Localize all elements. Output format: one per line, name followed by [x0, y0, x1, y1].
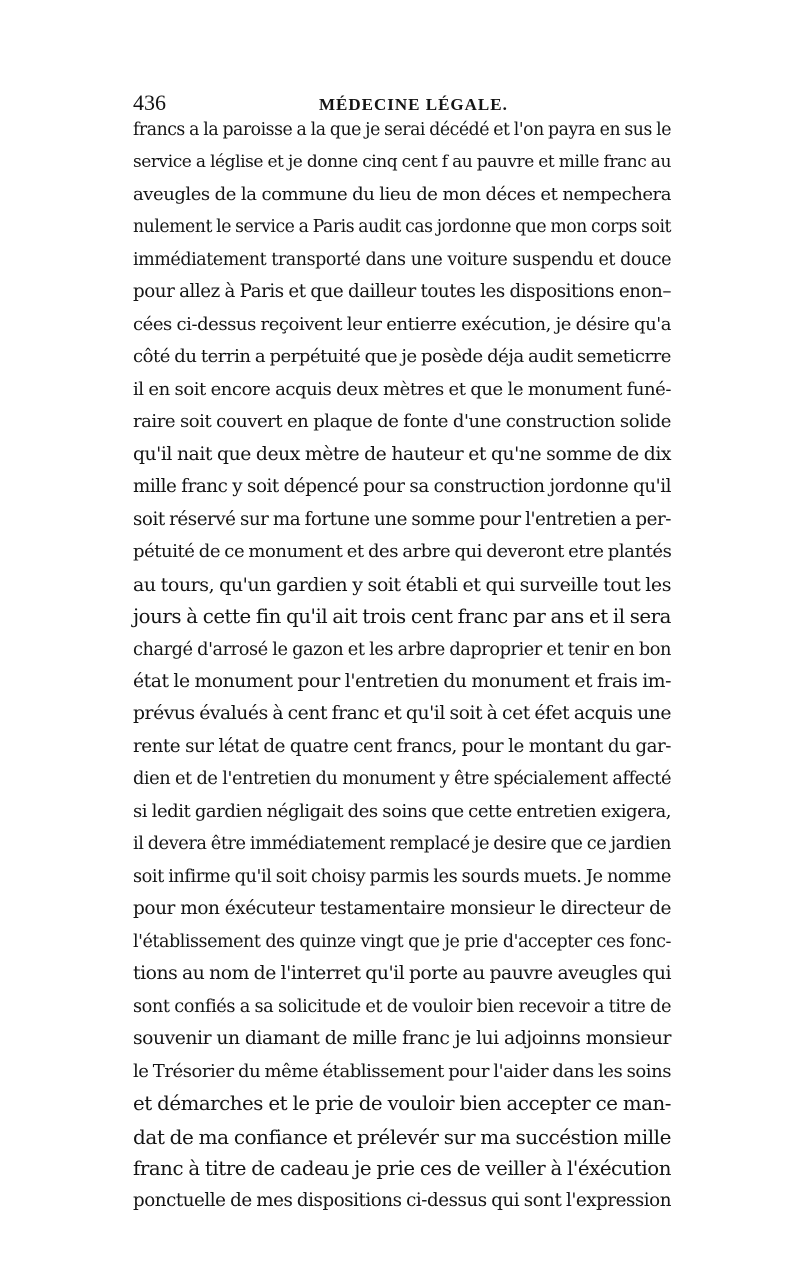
text-line: et démarches et le prie de vouloir bien accepter ce man- — [133, 1092, 671, 1116]
text-line: dat de ma confiance et prélevér sur ma succéstion mille — [133, 1124, 671, 1149]
text-line: il en soit encore acquis deux mètres et que le monument funé- — [133, 378, 671, 400]
text-line: qu'il nait que deux mètre de hauteur et qu'ne somme de dix — [133, 443, 671, 465]
text-line: nulement le service a Paris audit cas jordonne que mon corps soit — [133, 217, 671, 238]
text-line: immédiatement transporté dans une voiture suspendu et douce — [133, 249, 671, 270]
text-line: côté du terrin a perpétuité que je posède déja audit semeticrre — [133, 346, 671, 368]
text-line: aveugles de la commune du lieu de mon déces et nempechera — [133, 183, 671, 205]
text-line: rente sur létat de quatre cent francs, pour le montant du gar- — [133, 735, 671, 757]
page-number: 436 — [133, 90, 166, 115]
text-line: service a léglise et je donne cinq cent f au pauvre et mille franc au — [133, 152, 671, 173]
text-line: mille franc y soit dépencé pour sa construction jordonne qu'il — [133, 476, 671, 498]
text-line: dien et de l'entretien du monument y être spécialement affecté — [133, 769, 671, 790]
body-text — [133, 114, 671, 1218]
text-line: cées ci-dessus reçoivent leur entierre exécution, je désire qu'a — [133, 313, 671, 335]
text-line: état le monument pour l'entretien du monument et frais im- — [133, 670, 671, 692]
running-head: MÉDECINE LÉGALE. — [319, 95, 508, 114]
text-line: raire soit couvert en plaque de fonte d'une construction solide — [133, 411, 671, 433]
text-line: au tours, qu'un gardien y soit établi et qui surveille tout les — [133, 573, 671, 596]
text-line: prévus évalués à cent franc et qu'il soit à cet éfet acquis une — [133, 703, 671, 725]
text-line: pour allez à Paris et que dailleur toutes les dispositions enon– — [133, 281, 671, 303]
text-line: soit réservé sur ma fortune une somme pour l'entretien a per- — [133, 508, 671, 530]
text-line: souvenir un diamant de mille franc je lui adjoinns monsieur — [133, 1028, 671, 1050]
text-line: francs a la paroisse a la que je serai décédé et l'on payra en sus le — [133, 120, 671, 140]
text-line: chargé d'arrosé le gazon et les arbre daproprier et tenir en bon — [133, 639, 671, 660]
text-line: ponctuelle de mes dispositions ci-dessus qui sont l'expression — [133, 1190, 671, 1212]
text-line: sont confiés a sa solicitude et de vouloir bien recevoir a titre de — [133, 996, 671, 1017]
text-line: il devera être immédiatement remplacé je desire que ce jardien — [133, 834, 671, 855]
text-line: pour mon éxécuteur testamentaire monsieur le directeur de — [133, 898, 671, 920]
text-line: tions au nom de l'interret qu'il porte au pauvre aveugles qui — [133, 963, 671, 985]
text-line: pétuité de ce monument et des arbre qui deveront etre plantés — [133, 541, 672, 563]
text-line: soit infirme qu'il soit choisy parmis les sourds muets. Je nomme — [133, 866, 671, 887]
text-line: le Trésorier du même établissement pour l'aider dans les soins — [133, 1060, 671, 1082]
text-line: franc à titre de cadeau je prie ces de veiller à l'éxécution — [133, 1157, 671, 1180]
text-line: l'établissement des quinze vingt que je prie d'accepter ces fonc- — [133, 931, 671, 952]
text-line: si ledit gardien négligait des soins que cette entretien exigera, — [133, 800, 671, 822]
text-line: jours à cette fin qu'il ait trois cent franc par ans et il sera — [133, 605, 671, 629]
